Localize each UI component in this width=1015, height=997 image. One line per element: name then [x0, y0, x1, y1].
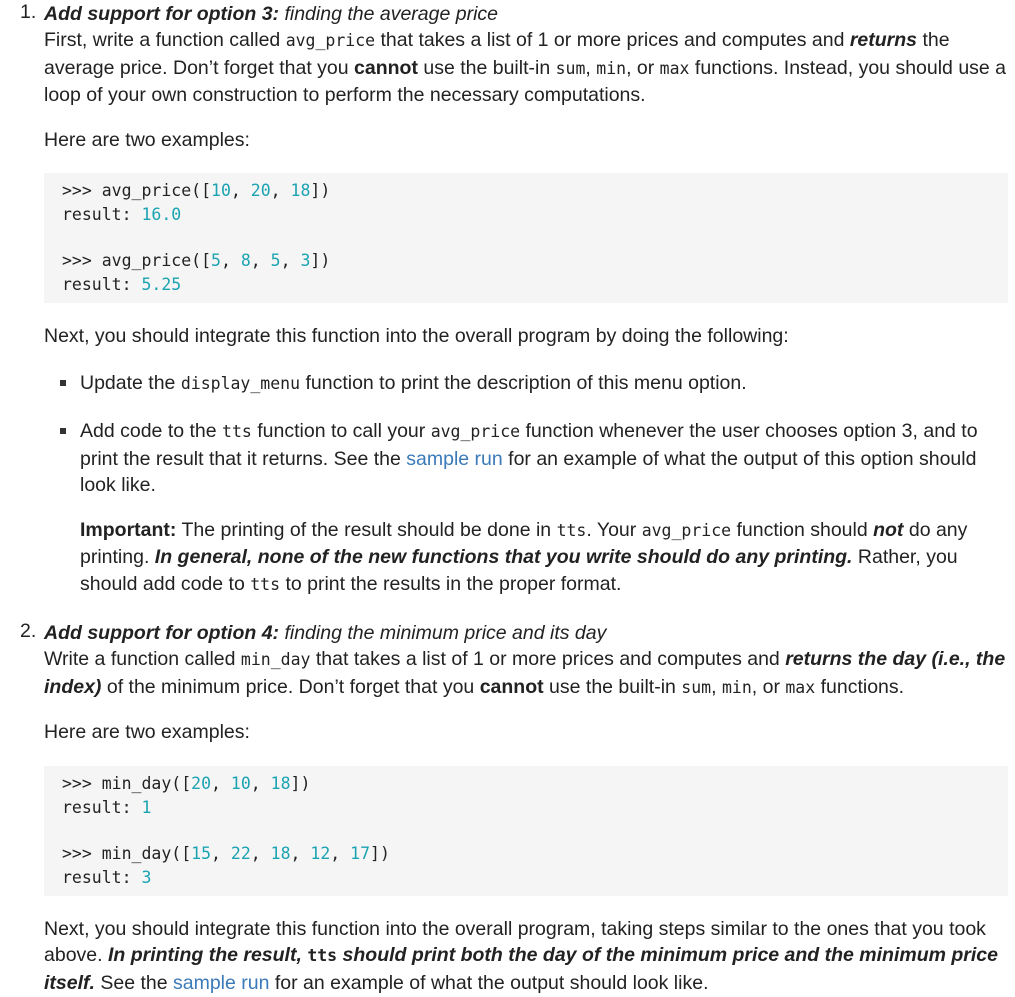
option-3-item [20, 1, 1015, 598]
code-line: >>> avg_price([5, 8, 5, 3]) [62, 251, 331, 270]
bullet-square-icon [60, 380, 66, 386]
item-number: 1. [20, 1, 37, 23]
examples-label: Here are two examples: [44, 128, 250, 151]
heading-italic: finding the minimum price and its day [279, 622, 607, 644]
code-result-line: result: 5.25 [62, 275, 182, 294]
code-line: >>> min_day([15, 22, 18, 12, 17]) [62, 843, 390, 863]
code-example-block [44, 173, 1008, 303]
steps-list [44, 370, 1015, 599]
integration-note: Next, you should integrate this function into the overall program by doing the following: [44, 325, 789, 347]
sample-run-link[interactable]: sample run [173, 971, 270, 994]
code-line: >>> min_day([20, 10, 18]) [62, 773, 311, 793]
heading-italic: finding the average price [279, 3, 499, 25]
step-item: Add code to the tts function to call your avg_price function whenever the user chooses option 3, and to print the result that it returns. See the sample run for an example of what the output of this option should look like. Important: The printing of the result should be done in tts. Your avg_price function should not do any printing. In general, none of the new functions that you write should do any printing. Rather, you should add code to tts to print the results in the proper format. [80, 418, 1015, 598]
option-3-heading [44, 1, 1015, 27]
sample-run-link[interactable]: sample run [406, 447, 503, 470]
integration-note: Next, you should integrate this function into the overall program, taking steps similar to the ones that you took above. In printing the result, tts should print both the day of the minimum price and the minimum price itself. See the sample run for an example of what the output should look like. [44, 917, 999, 994]
option-4-item [20, 620, 1015, 996]
heading-bold: Add support for option 4: [44, 622, 280, 644]
option-4-intro: Write a function called min_day that takes a list of 1 or more prices and computes and returns the day (i.e., the index) of the minimum price. Don’t forget that you cannot use the built-in sum, min, or max functions. [44, 648, 1006, 698]
code-result-line: result: 16.0 [62, 205, 182, 224]
step-item: Update the display_menu function to print the description of this menu option. [80, 370, 1015, 398]
code-result-line: result: 1 [62, 797, 152, 817]
code-example-block [44, 766, 1008, 896]
code-line: >>> avg_price([10, 20, 18]) [62, 181, 331, 200]
bullet-square-icon [60, 428, 66, 434]
option-4-heading [44, 620, 1015, 646]
examples-label: Here are two examples: [44, 721, 250, 743]
item-number: 2. [20, 620, 37, 642]
important-note: Important: The printing of the result should be done in tts. Your avg_price function should not do any printing. In general, none of the new functions that you write should do any printing. Rather, you should add code to tts to print the results in the proper format. [80, 518, 968, 595]
heading-bold: Add support for option 3: [44, 3, 280, 25]
option-3-intro: First, write a function called avg_price that takes a list of 1 or more prices and computes and returns the average price. Don’t forget that you cannot use the built-in sum, min, or max functions. Instead, you should use a loop of your own construction to perform the necessary computations. [44, 29, 1007, 106]
code-result-line: result: 3 [62, 867, 152, 887]
